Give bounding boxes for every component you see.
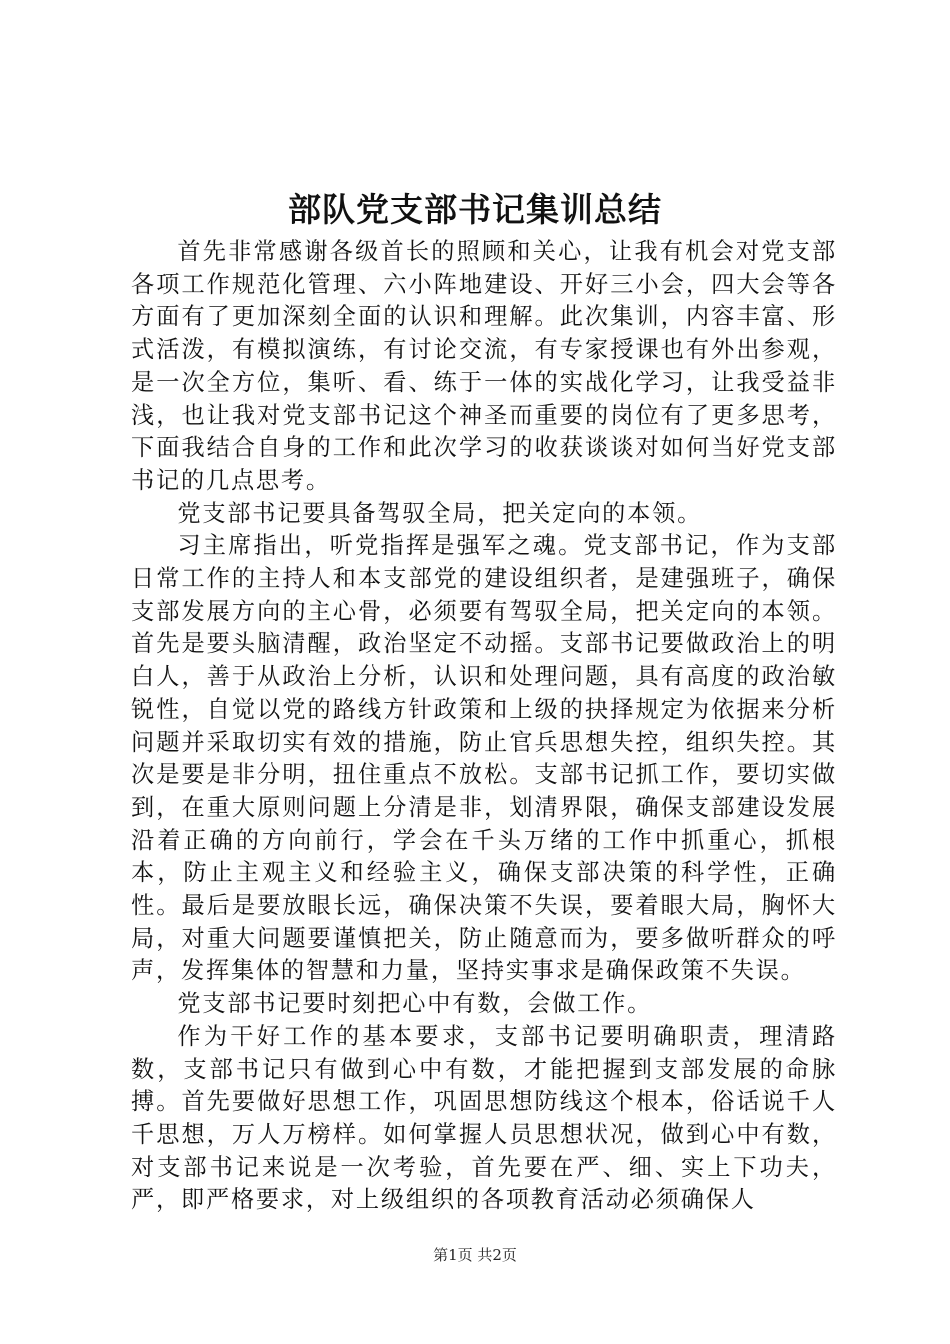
- paragraph-heading-2: 党支部书记要时刻把心中有数，会做工作。: [177, 990, 653, 1018]
- paragraph-intro: 首先非常感谢各级首长的照顾和关心，让我有机会对党支部各项工作规范化管理、六小阵地建设、开好三小会，四大会等各方面有了更加深刻全面的认识和理解。此次集训，内容丰富、形式活泼，有模拟演练，有讨论交流，有专家授课也有外出参观，是一次全方位，集听、看、练于一体的实战化学习，让我受益非浅，也让我对党支部书记这个神圣而重要的岗位有了更多思考，下面我结合自身的工作和此次学习的收获谈谈对如何当好党支部书记的几点思考。: [131, 238, 837, 494]
- paragraph-section-2: 作为干好工作的基本要求，支部书记要明确职责，理清路数，支部书记只有做到心中有数，才能把握到支部发展的命脉搏。首先要做好思想工作，巩固思想防线这个根本，俗话说千人千思想，万人万榜样。如何掌握人员思想状况，做到心中有数，对支部书记来说是一次考验，首先要在严、细、实上下功夫，严，即严格要求，对上级组织的各项教育活动必须确保人: [131, 1022, 837, 1214]
- document-body: [131, 236, 837, 1217]
- paragraph-section-1: 习主席指出，听党指挥是强军之魂。党支部书记，作为支部日常工作的主持人和本支部党的建设组织者，是建强班子，确保支部发展方向的主心骨，必须要有驾驭全局，把关定向的本领。首先是要头脑清醒，政治坚定不动摇。支部书记要做政治上的明白人，善于从政治上分析，认识和处理问题，具有高度的政治敏锐性，自觉以党的路线方针政策和上级的抉择规定为依据来分析问题并采取切实有效的措施，防止官兵思想失控，组织失控。其次是要是非分明，扭住重点不放松。支部书记抓工作，要切实做到，在重大原则问题上分清是非，划清界限，确保支部建设发展沿着正确的方向前行，学会在千头万绪的工作中抓重心，抓根本，防止主观主义和经验主义，确保支部决策的科学性，正确性。最后是要放眼长远，确保决策不失误，要着眼大局，胸怀大局，对重大问题要谨慎把关，防止随意而为，要多做听群众的呼声，发挥集体的智慧和力量，坚持实事求是确保政策不失误。: [131, 532, 837, 985]
- document-title: 部队党支部书记集训总结: [288, 190, 662, 229]
- paragraph-heading-1: 党支部书记要具备驾驭全局，把关定向的本领。: [177, 499, 703, 527]
- page-footer: 第1页 共2页: [433, 1246, 517, 1264]
